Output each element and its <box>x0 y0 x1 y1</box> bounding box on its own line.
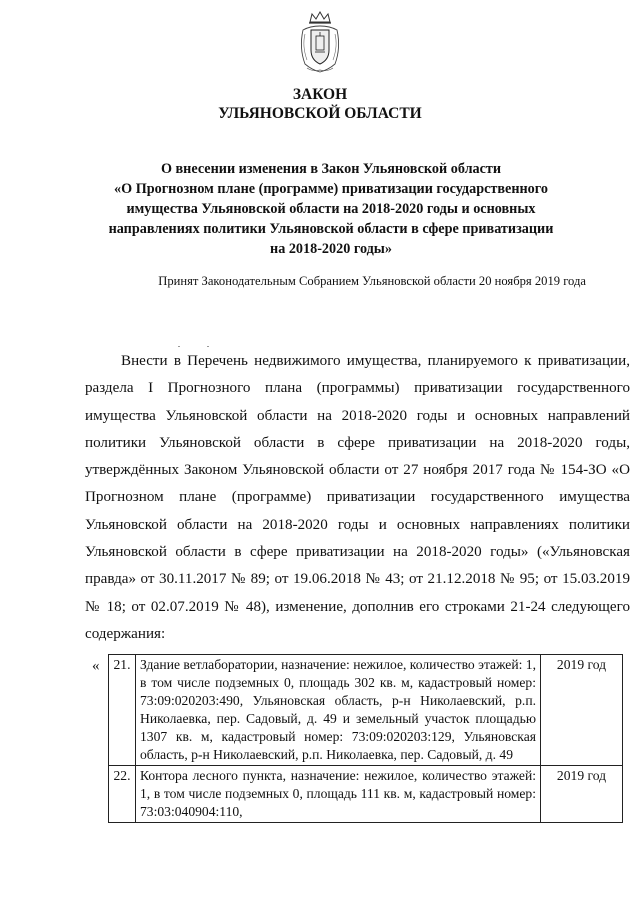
body-paragraph-text: Внести в Перечень недвижимого имущества, планируемого к приватизации, раздела I Прогнозного плана (программы) приватизации государственного имущества Ульяновской области на 2018-2020 годы и основных направлений политики Ульяновской области в сфере приватизации на 2018-2020 годы, утверждённых Законом Ульяновской области от 27 ноября 2017 года № 154-ЗО «О Прогнозном плане (программе) приватизации государственного имущества Ульяновской области на 2018-2020 годы и основных направлениях политики Ульяновской области в сфере приватизации на 2018-2020 годы» («Ульяновская правда» от 30.11.2017 № 89; от 19.06.2018 № 43; от 21.12.2018 № 95; от 15.03.2019 № 18; от 02.07.2019 № 48), изменение, дополнив его строками 21-24 следующего содержания: <box>85 353 630 642</box>
region-title: УЛЬЯНОВСКОЙ ОБЛАСТИ <box>218 105 422 122</box>
law-subject-title <box>96 159 566 259</box>
row-number: 21. <box>109 655 136 766</box>
row-year: 2019 год <box>541 655 623 766</box>
subject-line: на 2018-2020 годы» <box>270 241 392 257</box>
row-description: Здание ветлаборатории, назначение: нежилое, количество этажей: 1, в том числе подземных 0, площадь 302 кв. м, кадастровый номер: 73:09:020203:490, Ульяновская область, р-н Николаевский, р.п. Николаевка, пер. Садовый, д. 49 и земельный участок площадью 1307 кв. м, кадастровый номер: 73:09:020203:129, Ульяновская область, р-н Николаевский, р.п. Николаевка, пер. Садовый, д. 49 <box>136 655 541 766</box>
row-description: Контора лесного пункта, назначение: нежилое, количество этажей: 1, в том числе подземных 0, площадь 111 кв. м, кадастровый номер: 73:03:040904:110, <box>136 766 541 823</box>
doc-type-title: ЗАКОН <box>292 86 348 103</box>
subject-line: направлениях политики Ульяновской области в сфере приватизации <box>108 221 554 237</box>
row-year: 2019 год <box>541 766 623 823</box>
opening-quote: « <box>92 658 100 674</box>
coat-of-arms-icon <box>297 10 343 74</box>
subject-line: О внесении изменения в Закон Ульяновской области <box>160 161 502 177</box>
subject-line: «О Прогнозном плане (программе) приватизации государственного <box>114 181 548 197</box>
adoption-note: Принят Законодательным Собранием Ульяновской области 20 ноября 2019 года <box>158 274 586 288</box>
subject-line: имущества Ульяновской области на 2018-2020 годы и основных <box>126 201 536 217</box>
row-number: 22. <box>109 766 136 823</box>
table-row <box>109 655 623 766</box>
table-row <box>109 766 623 823</box>
property-table <box>108 654 623 823</box>
body-paragraph <box>85 348 630 648</box>
